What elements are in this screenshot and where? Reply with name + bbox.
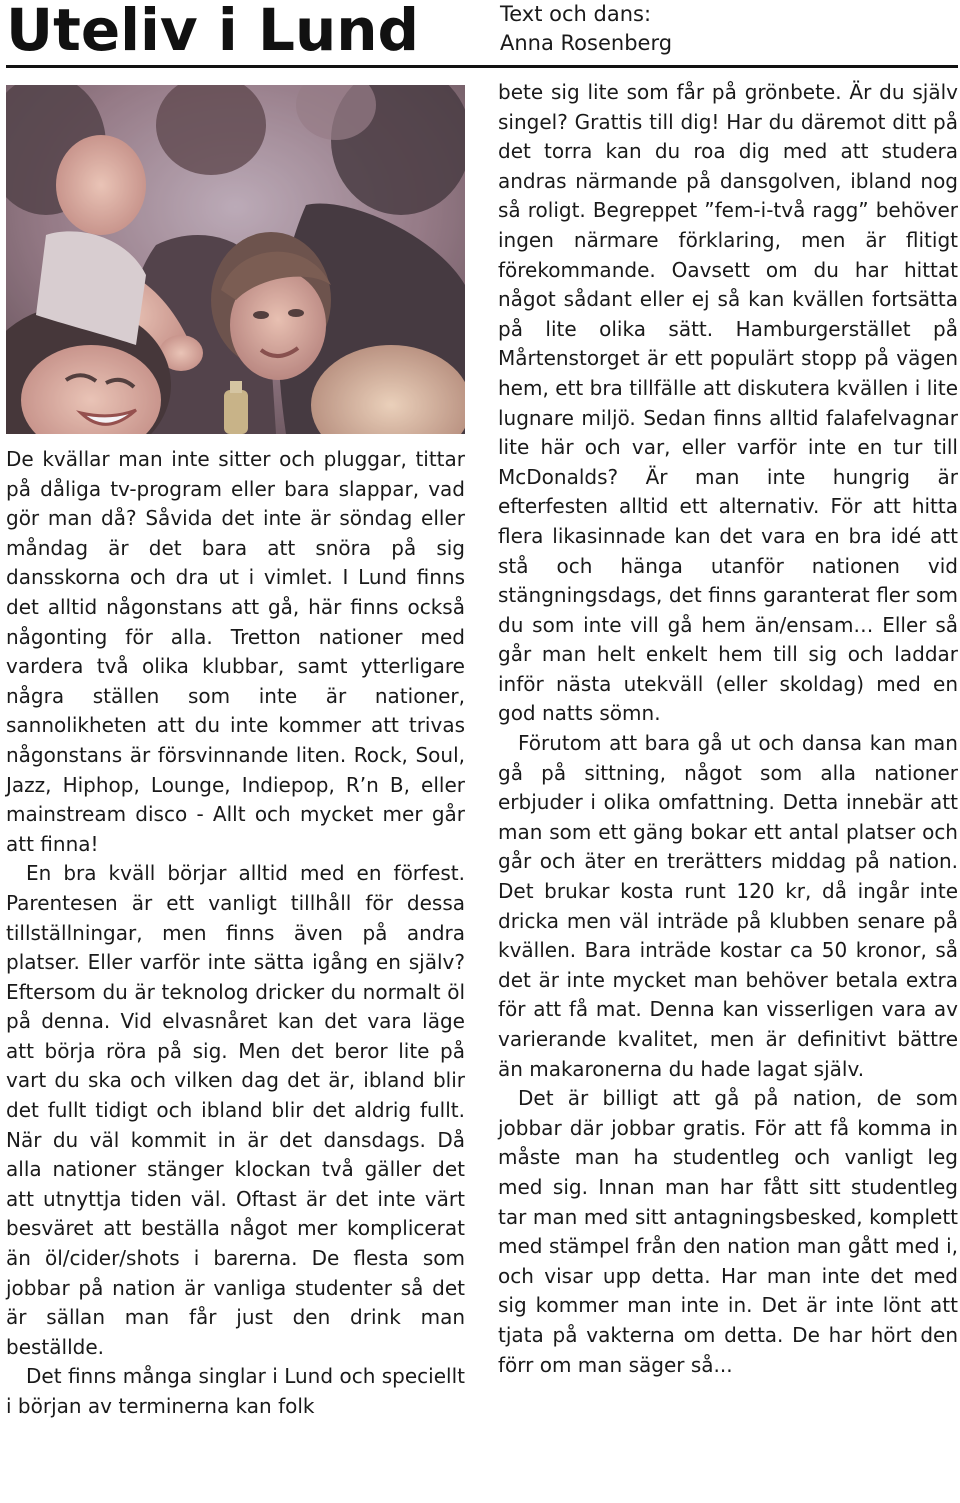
- paragraph: Det finns många singlar i Lund och speciellt i början av terminerna kan folk: [6, 1364, 465, 1418]
- article-column-right: [498, 78, 958, 1380]
- paragraph: Det är billigt att gå på nation, de som jobbar där jobbar gratis. För att få komma in måste man ha studentleg och vanligt leg med sig. Innan man har fått sitt studentleg tar man med sitt antagningsbesked, komplett med stämpel från den nation man gått med i, och visar upp detta. Har man inte det med sig kommer man inte in. Det är inte lönt att tjata på vakterna om detta. De har hört den förr om man säger så...: [498, 1086, 958, 1377]
- paragraph: De kvällar man inte sitter och pluggar, tittar på dåliga tv-program eller bara slappar, vad gör man då? Såvida det inte är söndag eller måndag är det bara att snöra på sig dansskorna och dra ut i vimlet. I Lund finns det alltid någonstans att gå, här finns också någonting för alla. Tretton nationer med vardera två olika klubbar, samt ytterligare några ställen som inte är nationer, sannolikheten att du inte kommer att trivas någonstans är försvinnande liten. Rock, Soul, Jazz, Hiphop, Lounge, Indiepop, R’n B, eller mainstream disco - Allt och mycket mer går att finna!: [6, 447, 465, 856]
- dance-floor-photo: [6, 85, 465, 434]
- byline-credit: Text och dans:: [500, 2, 652, 26]
- paragraph: En bra kväll börjar alltid med en förfest. Parentesen är ett vanligt tillhåll för dessa tillställningar, men finns även på andra platser. Eller varför inte sätta igång en själv? Eftersom du är teknolog dricker du normalt öl på denna. Vid elvasnåret kan det vara läge att börja röra på sig. Men det beror lite på vart du ska och vilken dag det är, ibland blir det fullt tidigt och ibland blir det aldrig fullt. När du väl kommit in är det dansdags. Då alla nationer stänger klockan två gäller det att utnyttja tiden väl. Oftast är det inte värt besväret att beställa något mer komplicerat än öl/cider/shots i barerna. De flesta som jobbar på nation är vanliga studenter så det är sällan man får just den drink man beställde.: [6, 861, 465, 1359]
- byline: [500, 0, 672, 58]
- byline-author: Anna Rosenberg: [500, 31, 673, 55]
- article-column-left: [6, 445, 465, 1422]
- article-title: Uteliv i Lund: [6, 0, 420, 64]
- header-divider: [6, 65, 958, 68]
- paragraph: bete sig lite som får på grönbete. Är du själv singel? Grattis till dig! Har du däremot ditt på det torra kan du roa dig med att studera andras närmande på dansgolven, ibland nog så roligt. Begreppet ”fem-i-två ragg” behöver ingen närmare förklaring, men är flitigt förekommande. Oavsett om du har hittat något sådant eller ej så kan kvällen fortsätta på lite olika sätt. Hamburgerstället på Mårtenstorget är ett populärt stopp på vägen hem, ett bra tillfälle att diskutera kvällen i lite lugnare miljö. Sedan finns alltid falafelvagnar lite här och var, eller varför inte en tur till McDonalds? Är man inte hungrig är efterfesten alltid ett alternativ. För att hitta flera likasinnade kan det vara en bra idé att stå och hänga utanför nationen vid stängningsdags, det finns garanterat fler som du som inte vill gå hem än/ensam… Eller så går man helt enkelt hem till sig och laddar inför nästa utekväll (eller skoldag) med en god natts sömn.: [498, 80, 958, 726]
- paragraph: Förutom att bara gå ut och dansa kan man gå på sittning, något som alla nationer erbjuder i olika omfattning. Detta innebär att man som ett gäng bokar ett antal platser och går och äter en trerätters middag på nation. Det brukar kosta runt 120 kr, då ingår inte dricka men väl inträde på klubben senare på kvällen. Bara inträde kostar ca 50 kronor, så det är inte mycket man behöver betala extra för att få mat. Denna kan visserligen vara av varierande kvalitet, men är definitivt bättre än makaronerna du hade lagat själv.: [498, 731, 958, 1081]
- photo-illustration: [6, 85, 465, 434]
